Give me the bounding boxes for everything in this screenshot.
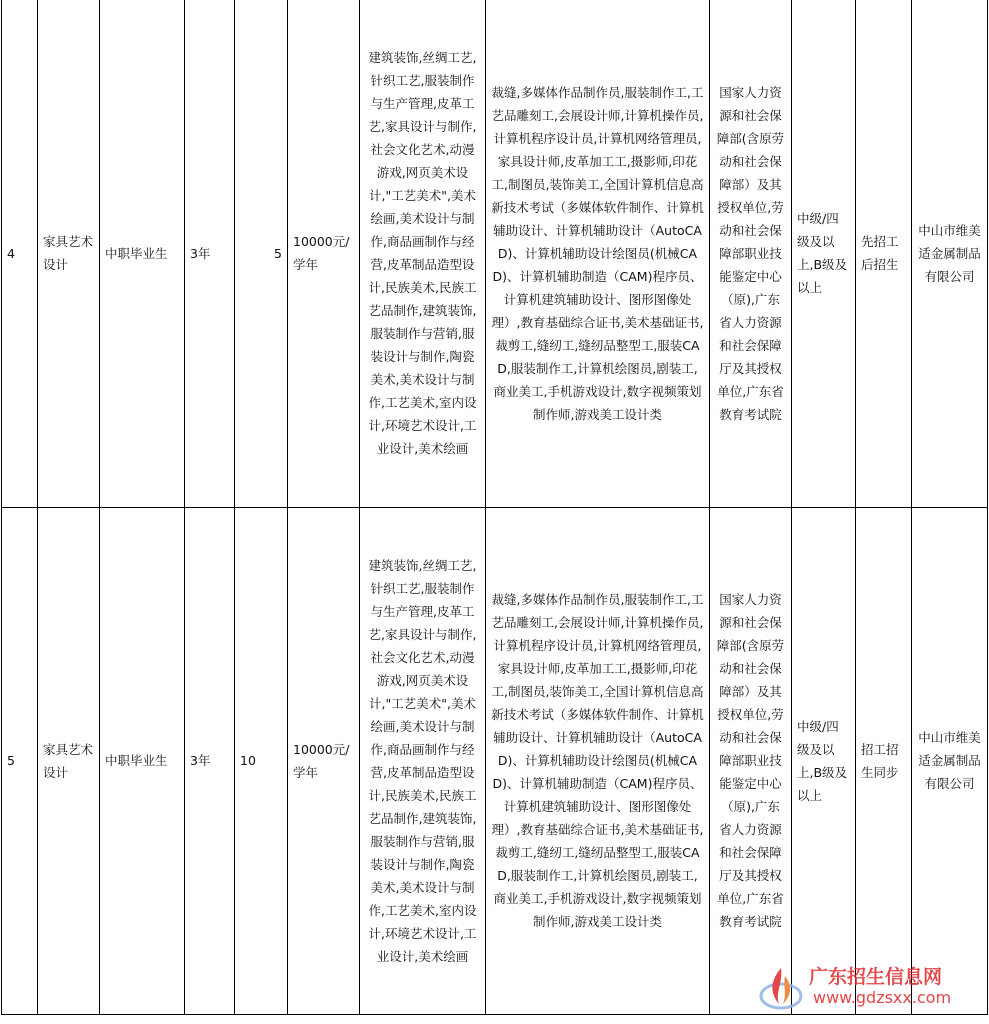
row-number: 4	[2, 0, 38, 507]
partner-company: 中山市维美适金属制品有限公司	[912, 0, 988, 507]
major-name: 家具艺术设计	[38, 507, 100, 1014]
certificate-level: 中级/四级及以上,B级及以上	[792, 507, 856, 1014]
tuition: 10000元/学年	[288, 0, 360, 507]
admissions-table	[1, 0, 988, 1015]
major-name: 家具艺术设计	[38, 0, 100, 507]
watermark-url: www.gdzsxx.com	[813, 988, 952, 1007]
watermark-title: 广东招生信息网	[809, 966, 943, 988]
certificate-issuer: 国家人力资源和社会保障部(含原劳动和社会保障部）及其授权单位,劳动和社会保障部职业技能鉴定中心（原),广东省人力资源和社会保障厅及其授权单位,广东省教育考试院	[710, 0, 792, 507]
related-majors: 建筑装饰,丝绸工艺,针织工艺,服装制作与生产管理,皮革工艺,家具设计与制作,社会文化艺术,动漫游戏,网页美术设计,"工艺美术",美术绘画,美术设计与制作,商品画制作与经营,皮革制品造型设计,民族美术,民族工艺品制作,建筑装饰,服装制作与营销,服装设计与制作,陶瓷美术,美术设计与制作,工艺美术,室内设计,环境艺术设计,工业设计,美术绘画	[360, 0, 486, 507]
related-majors: 建筑装饰,丝绸工艺,针织工艺,服装制作与生产管理,皮革工艺,家具设计与制作,社会文化艺术,动漫游戏,网页美术设计,"工艺美术",美术绘画,美术设计与制作,商品画制作与经营,皮革制品造型设计,民族美术,民族工艺品制作,建筑装饰,服装制作与营销,服装设计与制作,陶瓷美术,美术设计与制作,工艺美术,室内设计,环境艺术设计,工业设计,美术绘画	[360, 507, 486, 1014]
quota: 10	[235, 507, 288, 1014]
table-row	[2, 507, 988, 1014]
enrollment-mode: 先招工后招生	[856, 0, 912, 507]
certificates: 裁缝,多媒体作品制作员,服装制作工,工艺品雕刻工,会展设计师,计算机操作员,计算机程序设计员,计算机网络管理员,家具设计师,皮革加工工,摄影师,印花工,制图员,装饰美工,全国计算机信息高新技术考试（多媒体软件制作、计算机辅助设计、计算机辅助设计（AutoCAD)、计算机辅助设计绘图员(机械CAD)、计算机辅助制造（CAM)程序员、计算机建筑辅助设计、图形图像处理）,教育基础综合证书,美术基础证书,裁剪工,缝纫工,缝纫品整型工,服装CAD,服装制作工,计算机绘图员,剧装工,商业美工,手机游戏设计,数字视频策划制作师,游戏美工设计类	[486, 507, 710, 1014]
duration: 3年	[185, 507, 235, 1014]
site-watermark	[757, 960, 967, 1016]
tuition: 10000元/学年	[288, 507, 360, 1014]
partner-company: 中山市维美适金属制品有限公司	[912, 507, 988, 1014]
certificate-level: 中级/四级及以上,B级及以上	[792, 0, 856, 507]
enroll-target: 中职毕业生	[100, 0, 185, 507]
duration: 3年	[185, 0, 235, 507]
table-row	[2, 0, 988, 507]
row-number: 5	[2, 507, 38, 1014]
certificate-issuer: 国家人力资源和社会保障部(含原劳动和社会保障部）及其授权单位,劳动和社会保障部职业技能鉴定中心（原),广东省人力资源和社会保障厅及其授权单位,广东省教育考试院	[710, 507, 792, 1014]
enroll-target: 中职毕业生	[100, 507, 185, 1014]
certificates: 裁缝,多媒体作品制作员,服装制作工,工艺品雕刻工,会展设计师,计算机操作员,计算机程序设计员,计算机网络管理员,家具设计师,皮革加工工,摄影师,印花工,制图员,装饰美工,全国计算机信息高新技术考试（多媒体软件制作、计算机辅助设计、计算机辅助设计（AutoCAD)、计算机辅助设计绘图员(机械CAD)、计算机辅助制造（CAM)程序员、计算机建筑辅助设计、图形图像处理）,教育基础综合证书,美术基础证书,裁剪工,缝纫工,缝纫品整型工,服装CAD,服装制作工,计算机绘图员,剧装工,商业美工,手机游戏设计,数字视频策划制作师,游戏美工设计类	[486, 0, 710, 507]
flame-logo-icon	[757, 962, 807, 1014]
enrollment-mode: 招工招生同步	[856, 507, 912, 1014]
quota: 5	[235, 0, 288, 507]
